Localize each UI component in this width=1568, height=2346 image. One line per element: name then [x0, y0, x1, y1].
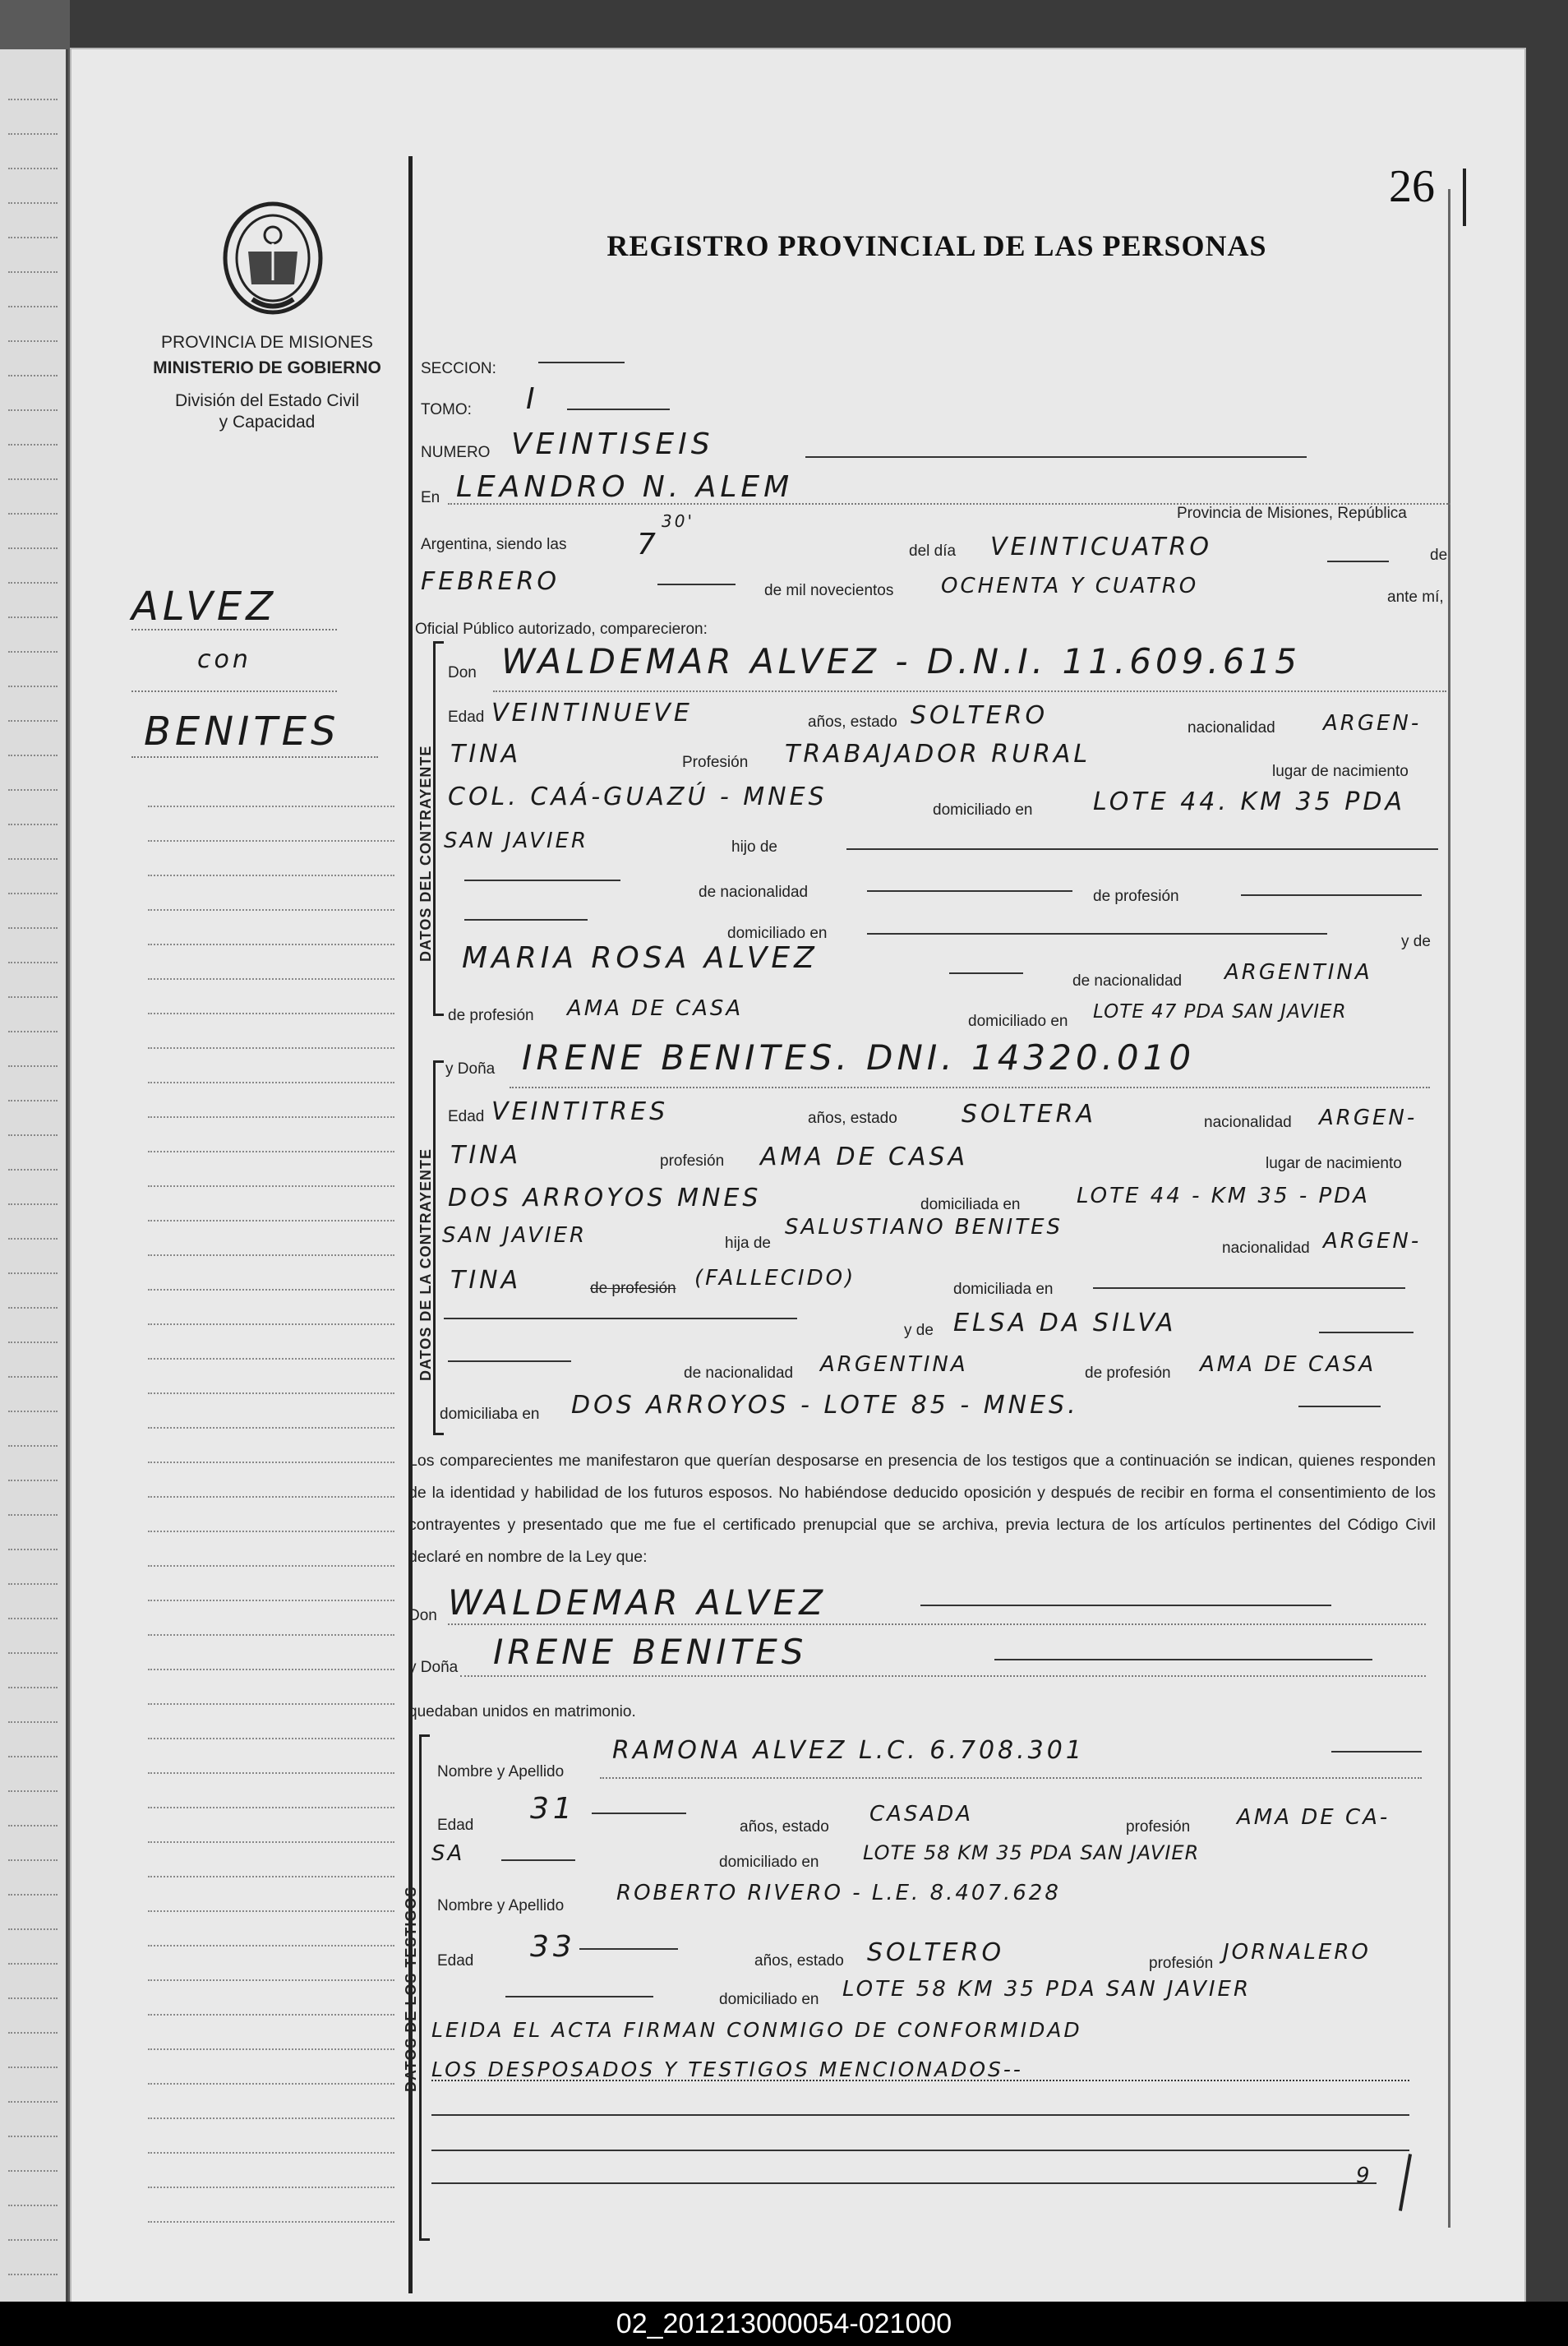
margin-ruled-line: [148, 1289, 394, 1291]
en-label: En: [421, 489, 440, 506]
line: [505, 1996, 653, 1997]
margin-ruled-line: [148, 2187, 394, 2188]
margin-ruled-line: [148, 1738, 394, 1739]
margin-ruled-line: [148, 2117, 394, 2119]
nacionalidad-label-2: nacionalidad: [1204, 1114, 1292, 1131]
image-id-footer: 02_201213000054-021000: [0, 2302, 1568, 2346]
domiciliado-label-2: domiciliado en: [727, 925, 828, 942]
declaration-paragraph: Los comparecientes me manifestaron que querían desposarse en presencia de los testigos que a continuación se indican, quienes responden de la identidad y habilidad de los futuros esposos. No habiéndose deducido oposición y después de recibir en forma el consentimiento de los contrayentes y presentado que me fue el certificado prenupcial que se archiva, previa lectura de los artículos pertinentes del Código Civil declaré en nombre de la Ley que:: [408, 1452, 1436, 1566]
contrayente-nac-b: TINA: [450, 740, 522, 769]
hijo-de-label: hijo de: [731, 838, 777, 856]
edge-dot-line: [8, 2239, 58, 2241]
margin-note-surname1: ALVEZ: [131, 584, 278, 630]
testigo2-profesion: JORNALERO: [1223, 1940, 1371, 1965]
edge-dot-line: [8, 1100, 58, 1101]
contrayente2-madre-dom: DOS ARROYOS - LOTE 85 - MNES.: [571, 1391, 1079, 1420]
contrayente2-madre: ELSA DA SILVA: [953, 1309, 1177, 1337]
hora-value: 7: [637, 528, 660, 561]
margin-ruled-line: [148, 944, 394, 945]
signature-mark: 9: [1356, 2164, 1372, 2188]
hija-de-label: hija de: [725, 1235, 771, 1252]
edad-label-2: Edad: [448, 1108, 485, 1125]
contrayente2-nombre: IRENE BENITES. DNI. 14320.010: [522, 1037, 1196, 1078]
domiciliada-label-2: domiciliada en: [953, 1281, 1054, 1298]
margin-ruled-line: [148, 1013, 394, 1014]
contrayente2-padre: SALUSTIANO BENITES: [785, 1215, 1063, 1240]
edad-label-4: Edad: [437, 1952, 474, 1970]
contrayente-domicilio-a: LOTE 44. KM 35 PDA: [1093, 787, 1405, 816]
profesion-label-3: profesión: [1126, 1818, 1191, 1836]
margin-ruled-line: [148, 1116, 394, 1118]
page-title: REGISTRO PROVINCIAL DE LAS PERSONAS: [606, 229, 1267, 262]
margin-ruled-line: [148, 1600, 394, 1601]
edge-dot-line: [8, 1307, 58, 1309]
edge-dot-line: [8, 2136, 58, 2137]
edad-label: Edad: [448, 709, 485, 726]
margin-ruled-line: [148, 1496, 394, 1498]
edge-dot-line: [8, 1411, 58, 1412]
edge-dot-line: [8, 1859, 58, 1861]
contrayente2-nac-a: ARGEN-: [1319, 1106, 1418, 1130]
contrayente2-madre-prof: AMA DE CASA: [1200, 1352, 1377, 1377]
margin-ruled-line: [148, 1531, 394, 1532]
margin-ruled-line: [148, 1254, 394, 1256]
line: [592, 1813, 686, 1814]
edge-dot-line: [8, 237, 58, 238]
seccion-line: [538, 362, 625, 363]
edge-dot-line: [8, 617, 58, 618]
de-nacionalidad-label: de nacionalidad: [699, 884, 809, 901]
margin-ruled-line: [148, 1082, 394, 1083]
line: [431, 2182, 1377, 2184]
testigo1-estado: CASADA: [869, 1802, 974, 1826]
seccion-label: SECCION:: [421, 360, 496, 377]
province-seal-icon: [215, 194, 330, 317]
de-mil-label: de mil novecientos: [764, 582, 894, 599]
edge-dot-line: [8, 1790, 58, 1792]
de-profesion-struck: de profesión: [590, 1280, 676, 1297]
de-nacionalidad-label-4: de nacionalidad: [684, 1365, 794, 1382]
margin-ruled-line: [148, 2221, 394, 2223]
y-de-label: y de: [1401, 933, 1431, 950]
domiciliado-label: domiciliado en: [933, 801, 1033, 819]
edge-dot-line: [8, 478, 58, 480]
edge-dot-line: [8, 1721, 58, 1723]
edge-dot-line: [8, 755, 58, 756]
dotline: [600, 1777, 1422, 1779]
dia-line: [1327, 561, 1389, 562]
previous-page-edge: [0, 49, 68, 2302]
dotline: [510, 1087, 1430, 1088]
line: [867, 933, 1327, 935]
margin-ruled-line: [148, 1358, 394, 1360]
edge-dot-line: [8, 927, 58, 929]
contrayente2-padre-nac: ARGEN-: [1323, 1229, 1422, 1254]
datos-la-contrayente-label: DATOS DE LA CONTRAYENTE: [417, 1148, 434, 1381]
cierre-line2: LOS DESPOSADOS Y TESTIGOS MENCIONADOS--: [431, 2057, 1023, 2081]
edge-dot-line: [8, 1134, 58, 1136]
margin-ruled-line: [148, 1220, 394, 1221]
contrayente2-padre-nac-b: TINA: [450, 1266, 522, 1295]
edge-dot-line: [8, 2067, 58, 2068]
edge-dot-line: [8, 271, 58, 273]
contrayente2-estado: SOLTERA: [962, 1100, 1096, 1129]
edge-dot-line: [8, 2274, 58, 2275]
line: [464, 880, 620, 881]
testigo2-estado: SOLTERO: [867, 1938, 1005, 1967]
dotline: [493, 690, 1446, 692]
line: [579, 1948, 678, 1950]
edge-dot-line: [8, 306, 58, 307]
mes-value: FEBRERO: [421, 567, 560, 596]
line: [994, 1659, 1372, 1660]
testigo2-domicilio: LOTE 58 KM 35 PDA SAN JAVIER: [842, 1977, 1252, 2002]
edge-dot-line: [8, 2101, 58, 2103]
margin-ruled-line: [148, 1876, 394, 1877]
edge-dot-line: [8, 1272, 58, 1274]
datos-contrayente-label: DATOS DEL CONTRAYENTE: [417, 745, 434, 962]
line: [1319, 1332, 1414, 1333]
contrayente-madre-dom: LOTE 47 PDA SAN JAVIER: [1093, 1001, 1347, 1023]
margin-ruled-line: [148, 1772, 394, 1774]
margin-dotline: [131, 690, 337, 692]
edge-dot-line: [8, 409, 58, 411]
edge-dot-line: [8, 962, 58, 963]
anos-estado-label-2: años, estado: [808, 1110, 897, 1127]
line: [1298, 1406, 1381, 1407]
nacionalidad-label: nacionalidad: [1188, 719, 1275, 737]
margin-ruled-line: [148, 1669, 394, 1670]
contrayente-madre: MARIA ROSA ALVEZ: [462, 941, 819, 975]
edge-dot-line: [8, 858, 58, 860]
province-label: PROVINCIA DE MISIONES: [161, 333, 373, 352]
edge-dot-line: [8, 1687, 58, 1688]
anio-value: OCHENTA Y CUATRO: [941, 574, 1199, 598]
contrayente2-domicilio-b: SAN JAVIER: [442, 1223, 588, 1248]
edge-dot-line: [8, 1238, 58, 1240]
edge-dot-line: [8, 1480, 58, 1481]
line: [949, 972, 1023, 974]
contrayente-profesion: TRABAJADOR RURAL: [785, 740, 1091, 769]
contrayente-estado: SOLTERO: [911, 701, 1049, 730]
line: [448, 1360, 571, 1362]
margin-ruled-line: [148, 2152, 394, 2154]
nombre-apellido-label: Nombre y Apellido: [437, 1763, 565, 1780]
anos-estado-label-3: años, estado: [740, 1818, 829, 1836]
edge-dot-line: [8, 824, 58, 825]
line: [1331, 1751, 1422, 1753]
margin-ruled-line: [148, 978, 394, 980]
edge-dot-line: [8, 2205, 58, 2206]
margin-ruled-line: [148, 1807, 394, 1808]
edge-dot-line: [8, 789, 58, 791]
contrayente2-profesion: AMA DE CASA: [760, 1143, 969, 1171]
margin-ruled-line: [148, 1462, 394, 1463]
quedaban-label: quedaban unidos en matrimonio.: [408, 1703, 636, 1720]
contrayente-edad: VEINTINUEVE: [491, 699, 693, 727]
margin-ruled-line: [148, 909, 394, 911]
edge-dot-line: [8, 1756, 58, 1757]
de-nacionalidad-label-3: nacionalidad: [1222, 1240, 1310, 1257]
edge-dot-line: [8, 375, 58, 376]
contrayente2-nac-b: TINA: [450, 1141, 522, 1170]
edge-dot-line: [8, 1445, 58, 1447]
contrayente2-madre-nac: ARGENTINA: [820, 1352, 968, 1377]
margin-ruled-line: [148, 2014, 394, 2016]
margin-ruled-line: [148, 840, 394, 842]
margin-ruled-line: [148, 1392, 394, 1394]
ante-mi-label: ante mí,: [1387, 589, 1444, 606]
argentina-siendo-label: Argentina, siendo las: [421, 536, 567, 553]
don-final: WALDEMAR ALVEZ: [448, 1582, 828, 1623]
contrayente-nac-a: ARGEN-: [1323, 711, 1422, 736]
domiciliaba-label: domiciliaba en: [440, 1406, 540, 1423]
domiciliada-label: domiciliada en: [920, 1196, 1021, 1213]
contrayente2-edad: VEINTITRES: [491, 1097, 669, 1126]
edge-dot-line: [8, 2032, 58, 2034]
edge-dot-line: [8, 1203, 58, 1205]
contrayente-lugar-nac: COL. CAÁ-GUAZÚ - MNES: [448, 783, 828, 811]
domiciliado-label-4: domiciliado en: [719, 1854, 819, 1871]
contrayente-domicilio-b: SAN JAVIER: [444, 829, 589, 853]
margin-ruled-line: [148, 1047, 394, 1049]
dotline: [448, 1623, 1426, 1625]
tomo-value: I: [526, 382, 539, 416]
edge-dot-line: [8, 1514, 58, 1516]
dia-value: VEINTICUATRO: [990, 533, 1212, 561]
edge-dot-line: [8, 1963, 58, 1965]
edge-dot-line: [8, 720, 58, 722]
de-profesion-label: de profesión: [1093, 888, 1179, 905]
contrayente2-padre-nota: (FALLECIDO): [694, 1266, 856, 1291]
profesion-label-4: profesión: [1149, 1955, 1214, 1972]
line: [431, 2150, 1409, 2151]
edge-dot-line: [8, 1031, 58, 1032]
contrayente2-domicilio-a: LOTE 44 - KM 35 - PDA: [1077, 1184, 1370, 1208]
testigos-bracket: [419, 1734, 430, 2241]
edge-dot-line: [8, 582, 58, 584]
margin-ruled-line: [148, 1841, 394, 1843]
contrayente2-lugar-nac: DOS ARROYOS MNES: [448, 1184, 762, 1212]
division-line1: División del Estado Civil: [174, 391, 360, 410]
line: [920, 1605, 1331, 1606]
edge-dot-line: [8, 1928, 58, 1930]
margin-ruled-line: [148, 806, 394, 807]
division-line2: y Capacidad: [219, 413, 316, 432]
domiciliado-label-5: domiciliado en: [719, 1991, 819, 2008]
anos-estado-label: años, estado: [808, 713, 897, 731]
provincia-label: Provincia de Misiones, República: [1177, 505, 1407, 522]
margin-dotline: [131, 756, 378, 758]
edge-dot-line: [8, 893, 58, 894]
edge-dot-line: [8, 686, 58, 687]
margin-ruled-line: [148, 1910, 394, 1912]
testigo1-domicilio: LOTE 58 KM 35 PDA SAN JAVIER: [863, 1841, 1200, 1864]
edge-dot-line: [8, 202, 58, 204]
right-rule: [1448, 189, 1450, 2228]
edge-dot-line: [8, 651, 58, 653]
edge-dot-line: [8, 1997, 58, 1999]
edge-dot-line: [8, 996, 58, 998]
de-profesion-label-2: de profesión: [448, 1007, 534, 1024]
lugar-value: LEANDRO N. ALEM: [456, 470, 794, 504]
edge-dot-line: [8, 1169, 58, 1171]
don-label-2: Don: [408, 1607, 437, 1624]
margin-ruled-line: [148, 1151, 394, 1152]
profesion-label-2: profesión: [660, 1152, 725, 1170]
edge-dot-line: [8, 2170, 58, 2172]
line: [444, 1318, 797, 1319]
testigo1-nombre: RAMONA ALVEZ L.C. 6.708.301: [612, 1736, 1085, 1765]
margin-dotline: [131, 629, 337, 630]
contrayente-madre-prof: AMA DE CASA: [567, 996, 744, 1021]
margin-note-con: con: [197, 645, 251, 674]
edge-dot-line: [8, 1549, 58, 1550]
nombre-apellido-label-2: Nombre y Apellido: [437, 1897, 565, 1914]
edge-dot-line: [8, 1825, 58, 1826]
line: [431, 2114, 1409, 2116]
line: [501, 1859, 575, 1861]
y-dona-label-2: y Doña: [408, 1659, 459, 1676]
del-dia-label: del día: [909, 543, 957, 560]
margin-ruled-line: [148, 1979, 394, 1981]
edad-label-3: Edad: [437, 1817, 474, 1834]
contrayente-madre-nac: ARGENTINA: [1224, 960, 1372, 985]
edge-dot-line: [8, 513, 58, 515]
y-de-label-2: y de: [904, 1322, 934, 1339]
dotline: [460, 1675, 1426, 1677]
edge-dot-line: [8, 340, 58, 342]
edge-dot-line: [8, 1583, 58, 1585]
edge-dot-line: [8, 168, 58, 169]
anos-estado-label-4: años, estado: [754, 1952, 844, 1970]
don-label: Don: [448, 664, 477, 681]
dona-final: IRENE BENITES: [493, 1632, 808, 1672]
edge-dot-line: [8, 1618, 58, 1619]
margin-ruled-line: [148, 1703, 394, 1705]
datos-testigos-label: DATOS DE LOS TESTIGOS: [403, 1886, 419, 2092]
de-profesion-label-3: de profesión: [1085, 1365, 1171, 1382]
testigo2-edad: 33: [530, 1930, 576, 1964]
testigo1-edad: 31: [530, 1792, 576, 1826]
margin-ruled-line: [148, 875, 394, 876]
margin-ruled-line: [148, 2083, 394, 2085]
contrayente-nombre: WALDEMAR ALVEZ - D.N.I. 11.609.615: [501, 641, 1301, 681]
profesion-label: Profesión: [682, 754, 749, 771]
line: [464, 919, 588, 921]
tomo-label: TOMO:: [421, 401, 472, 418]
page-number: 26: [1389, 161, 1435, 212]
testigo1-profesion-a: AMA DE CA-: [1237, 1805, 1390, 1830]
cierre-line1: LEIDA EL ACTA FIRMAN CONMIGO DE CONFORMIDAD: [431, 2018, 1082, 2042]
ministry-label: MINISTERIO DE GOBIERNO: [153, 358, 381, 377]
edge-dot-line: [8, 1894, 58, 1896]
line: [1093, 1287, 1405, 1289]
edge-dot-line: [8, 1376, 58, 1378]
margin-ruled-line: [148, 1634, 394, 1636]
edge-dot-line: [8, 547, 58, 549]
lugar-nac-label-2: lugar de nacimiento: [1266, 1155, 1402, 1172]
dotline: [431, 2080, 1409, 2081]
oficial-label: Oficial Público autorizado, comparecieron:: [415, 621, 708, 638]
domiciliado-label-3: domiciliado en: [968, 1013, 1068, 1030]
edge-dot-line: [8, 133, 58, 135]
margin-note-surname2: BENITES: [144, 709, 340, 755]
line: [1241, 894, 1422, 896]
hijo-de-line: [846, 848, 1438, 850]
lugar-nac-label: lugar de nacimiento: [1272, 763, 1409, 780]
margin-ruled-line: [148, 1945, 394, 1947]
margin-ruled-line: [148, 2048, 394, 2050]
margin-ruled-line: [148, 1565, 394, 1567]
page-number-bar: [1463, 169, 1466, 226]
numero-label: NUMERO: [421, 444, 491, 461]
y-dona-label: y Doña: [445, 1060, 496, 1078]
numero-value: VEINTISEIS: [511, 427, 714, 461]
edge-dot-line: [8, 1652, 58, 1654]
testigo2-nombre: ROBERTO RIVERO - L.E. 8.407.628: [616, 1881, 1061, 1905]
edge-dot-line: [8, 1342, 58, 1343]
margin-ruled-line: [148, 1427, 394, 1429]
edge-dot-line: [8, 444, 58, 446]
mes-line: [657, 584, 736, 585]
margin-ruled-line: [148, 1323, 394, 1325]
edge-dot-line: [8, 1065, 58, 1067]
de-nacionalidad-label-2: de nacionalidad: [1072, 972, 1183, 990]
edge-dot-line: [8, 99, 58, 100]
testigo1-profesion-b: SA: [431, 1841, 465, 1866]
tomo-line: [567, 409, 670, 410]
line: [867, 890, 1072, 892]
margin-ruled-line: [148, 1185, 394, 1187]
hora-sup: 30': [662, 511, 694, 531]
de-label: de: [1430, 547, 1448, 564]
numero-line: [805, 456, 1307, 458]
